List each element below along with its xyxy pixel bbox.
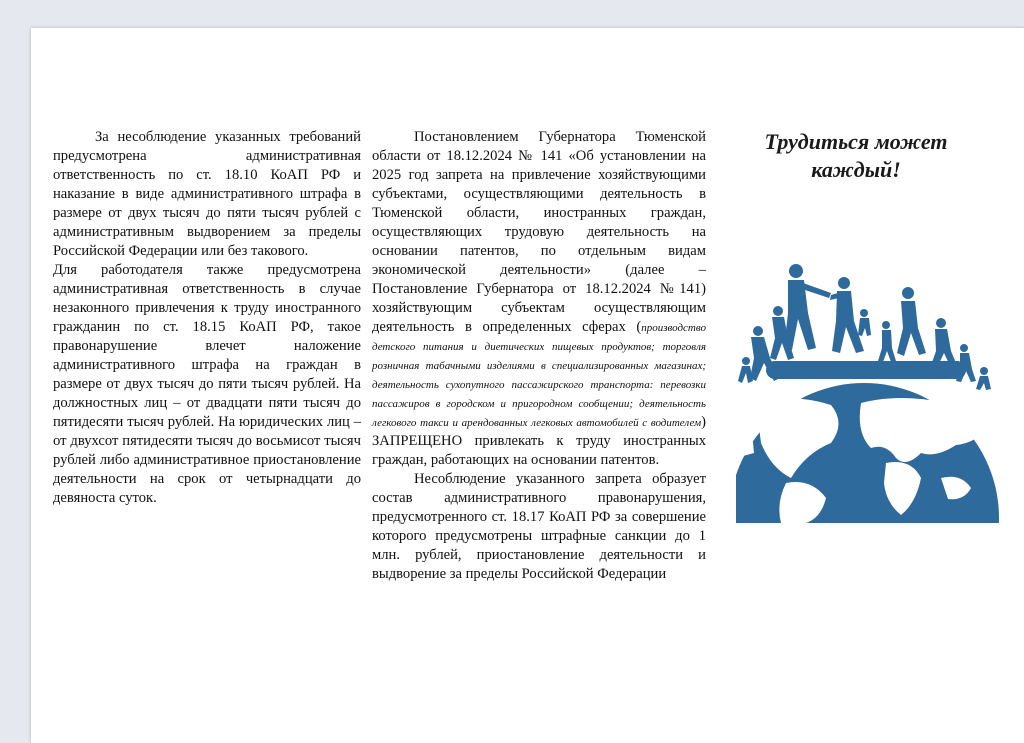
left-paragraph-2: Для работодателя также предусмотрена административная ответственность в случае незаконного привлечения к труду иностранного гражданин по ст. 18.15 КоАП РФ, такое правонарушение влечет наложение административного штрафа на граждан в размере от двух тысяч до пяти тысяч рублей. На должностных лиц – от двадцати пяти тысяч до пятидесяти тысяч рублей. На юридических лиц – от двухсот пятидесяти тысяч до восьмисот тысяч рублей либо административное приостановление деятельности на срок от четырнадцати до девяноста суток. xyxy=(53,262,361,506)
middle-paragraph-2: Несоблюдение указанного запрета образует состав административного правонарушения, предусмотренного ст. 18.17 КоАП РФ за совершение которого предусмотрены штрафные санкции до 1 млн. рублей, приостановление деятельности и выдворение за пределы Российской Федерации xyxy=(372,471,706,582)
restricted-activities-list: производство детского питания и диетических пищевых продуктов; торговля розничная табачными изделиями в специализированных магазинах; деятельность сухопутного пассажирского транспорта: перевозки пассажиров в городском и пригородном сообщении; деятельность легкового такси и арендованных легковых автомобилей с водителем xyxy=(372,322,706,429)
left-text-column xyxy=(53,128,361,508)
left-paragraph-1: За несоблюдение указанных требований предусмотрена административная ответственность по ст. 18.10 КоАП РФ и наказание в виде административного штрафа в размере от двух тысяч до пяти тысяч рублей с административным выдворением за пределы Российской Федерации или без такового. xyxy=(53,129,361,259)
people-on-globe-icon xyxy=(736,253,1001,523)
middle-paragraph-1 xyxy=(372,128,706,470)
middle-paragraph-1-start: Постановлением Губернатора Тюменской области от 18.12.2024 № 141 «Об установлении на 2025 год запрета на привлечение хозяйствующими субъектами, осуществляющими деятельность в Тюменской области, иностранных граждан, осуществляющих трудовую деятельность на основании патентов, по отдельным видам экономической деятельности» (далее – Постановление Губернатора от 18.12.2024 №141) хозяйствующим субъектам осуществляющим деятельность в определенных сферах ( xyxy=(372,129,706,335)
slogan-heading: Трудиться может каждый! xyxy=(764,129,948,182)
middle-text-column xyxy=(372,128,706,584)
middle-paragraph-1-end: ) ЗАПРЕЩЕНО привлекать к труду иностранных граждан, работающих на основании патентов. xyxy=(372,414,706,468)
brochure-page xyxy=(31,28,1024,743)
